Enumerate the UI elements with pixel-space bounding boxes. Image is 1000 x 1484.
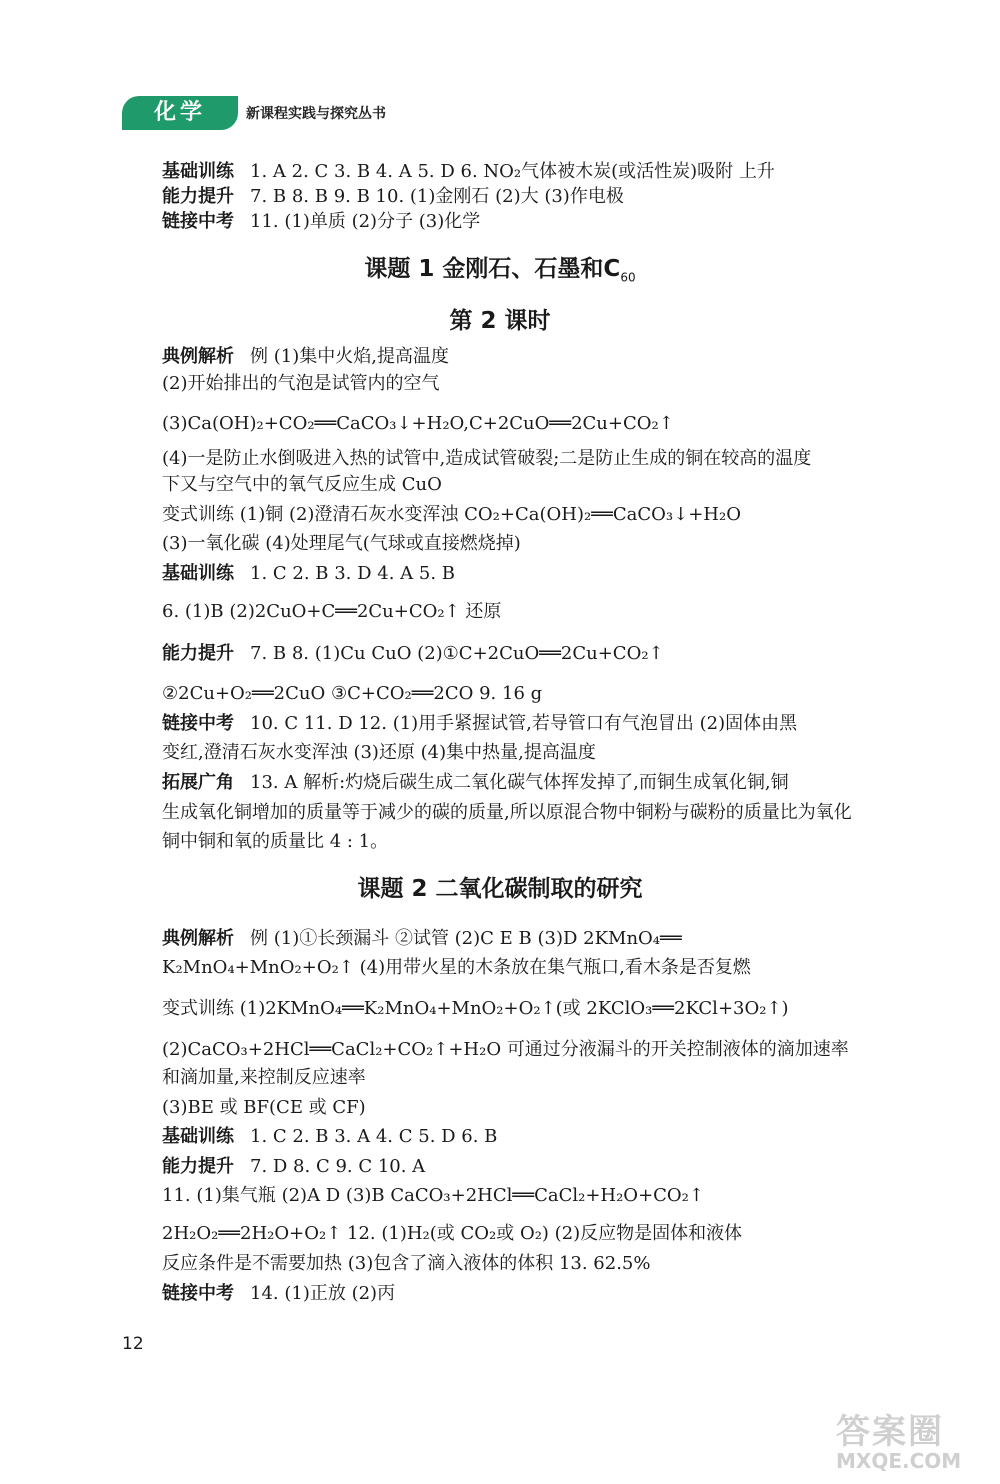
answer-text: 变式训练 (1)铜 (2)澄清石灰水变浑浊 CO₂+Ca(OH)₂══CaCO₃↓+H₂O [162,504,741,525]
section1-line [162,741,900,765]
answer-text: 14. (1)正放 (2)丙 [250,1283,396,1304]
answer-text: 例 (1)集中火焰,提高温度 [250,346,449,367]
section2-line [162,1125,900,1149]
answer-text: 铜中铜和氧的质量比 4 : 1。 [162,831,389,852]
intro-line [162,160,900,184]
section1-line [162,532,900,556]
answer-text: ②2Cu+O₂══2CuO ③C+CO₂══2CO 9. 16 g [162,683,543,704]
intro-line [162,185,900,209]
section1-line [162,801,900,825]
answer-text: (3)一氧化碳 (4)处理尾气(气球或直接燃烧掉) [162,533,521,554]
category-label: 典例解析 [162,928,234,949]
answer-text: (3)BE 或 BF(CE 或 CF) [162,1097,366,1118]
answer-text: 1. C 2. B 3. A 4. C 5. D 6. B [250,1126,498,1147]
answer-text: 下又与空气中的氧气反应生成 CuO [162,474,442,495]
section2-line [162,1184,900,1208]
answer-text: 1. A 2. C 3. B 4. A 5. D 6. NO₂气体被木炭(或活性炭)吸附 上升 [250,161,775,182]
answer-text: 13. A 解析:灼烧后碳生成二氧化碳气体挥发掉了,而铜生成氧化铜,铜 [250,772,789,793]
section2-line [162,956,900,980]
section1-line [162,600,900,624]
answer-text: 6. (1)B (2)2CuO+C══2Cu+CO₂↑ 还原 [162,601,502,622]
section1-line [162,447,900,471]
answer-text: 变红,澄清石灰水变浑浊 (3)还原 (4)集中热量,提高温度 [162,742,596,763]
section1-line [162,345,900,369]
series-title: 新课程实践与探究丛书 [246,106,386,122]
category-label: 拓展广角 [162,772,234,793]
answer-text: (2)CaCO₃+2HCl══CaCl₂+CO₂↑+H₂O 可通过分液漏斗的开关控制液体的滴加速率 [162,1039,849,1060]
section1-line [162,562,900,586]
section2-line [162,1222,900,1246]
category-label: 链接中考 [162,1283,234,1304]
section1-line [162,830,900,854]
answer-text: 7. D 8. C 9. C 10. A [250,1156,426,1177]
answer-text: 11. (1)单质 (2)分子 (3)化学 [250,211,481,232]
section1-line [162,473,900,497]
section2-line [162,1252,900,1276]
page-number: 12 [122,1334,144,1354]
answer-text: K₂MnO₄+MnO₂+O₂↑ (4)用带火星的木条放在集气瓶口,看木条是否复燃 [162,957,751,978]
answer-text: 反应条件是不需要加热 (3)包含了滴入液体的体积 13. 62.5% [162,1253,651,1274]
section1-line [162,412,900,436]
section1-line [162,712,900,736]
section1-line [162,372,900,396]
section1-line [162,503,900,527]
answer-text: 例 (1)①长颈漏斗 ②试管 (2)C E B (3)D 2KMnO₄══ [250,928,682,949]
section1-title: 课题 1 金刚石、石墨和$C_{60}$ [364,256,636,285]
section2-line [162,927,900,951]
category-label: 能力提升 [162,1156,234,1177]
section2-line [162,1096,900,1120]
answer-text: (3)Ca(OH)₂+CO₂══CaCO₃↓+H₂O,C+2CuO══2Cu+CO₂↑ [162,413,674,434]
answer-text: 11. (1)集气瓶 (2)A D (3)B CaCO₃+2HCl══CaCl₂+H₂O+CO₂↑ [162,1185,704,1206]
answer-text: (2)开始排出的气泡是试管内的空气 [162,373,440,394]
section2-title: 课题 2 二氧化碳制取的研究 [357,876,643,902]
section1-lesson: 第 2 课时 [449,308,551,334]
section1-line [162,771,900,795]
section1-line [162,642,900,666]
answer-text: (4)一是防止水倒吸进入热的试管中,造成试管破裂;二是防止生成的铜在较高的温度 [162,448,812,469]
answer-text: 1. C 2. B 3. D 4. A 5. B [250,563,456,584]
answer-text: 生成氧化铜增加的质量等于减少的碳的质量,所以原混合物中铜粉与碳粉的质量比为氧化 [162,802,852,823]
answer-text: 2H₂O₂══2H₂O+O₂↑ 12. (1)H₂(或 CO₂或 O₂) (2)反应物是固体和液体 [162,1223,743,1244]
category-label: 基础训练 [162,161,234,182]
answer-text: 10. C 11. D 12. (1)用手紧握试管,若导管口有气泡冒出 (2)固体由黑 [250,713,798,734]
answer-text: 7. B 8. (1)Cu CuO (2)①C+2CuO══2Cu+CO₂↑ [250,643,664,664]
subject-badge: 化学 [122,96,238,130]
category-label: 链接中考 [162,713,234,734]
answer-text: 7. B 8. B 9. B 10. (1)金刚石 (2)大 (3)作电极 [250,186,624,207]
category-label: 基础训练 [162,563,234,584]
category-label: 链接中考 [162,211,234,232]
category-label: 典例解析 [162,346,234,367]
section1-line [162,682,900,706]
section2-line [162,1038,900,1062]
answer-text: 和滴加量,来控制反应速率 [162,1067,366,1088]
watermark-logo: 答案圈 MXQE.COM [836,1412,962,1473]
intro-line [162,210,900,234]
section2-line [162,1155,900,1179]
section2-line [162,1282,900,1306]
category-label: 能力提升 [162,643,234,664]
section2-line [162,997,900,1021]
category-label: 能力提升 [162,186,234,207]
category-label: 基础训练 [162,1126,234,1147]
answer-text: 变式训练 (1)2KMnO₄══K₂MnO₄+MnO₂+O₂↑(或 2KClO₃══2KCl+3O₂↑) [162,998,789,1019]
section2-line [162,1066,900,1090]
